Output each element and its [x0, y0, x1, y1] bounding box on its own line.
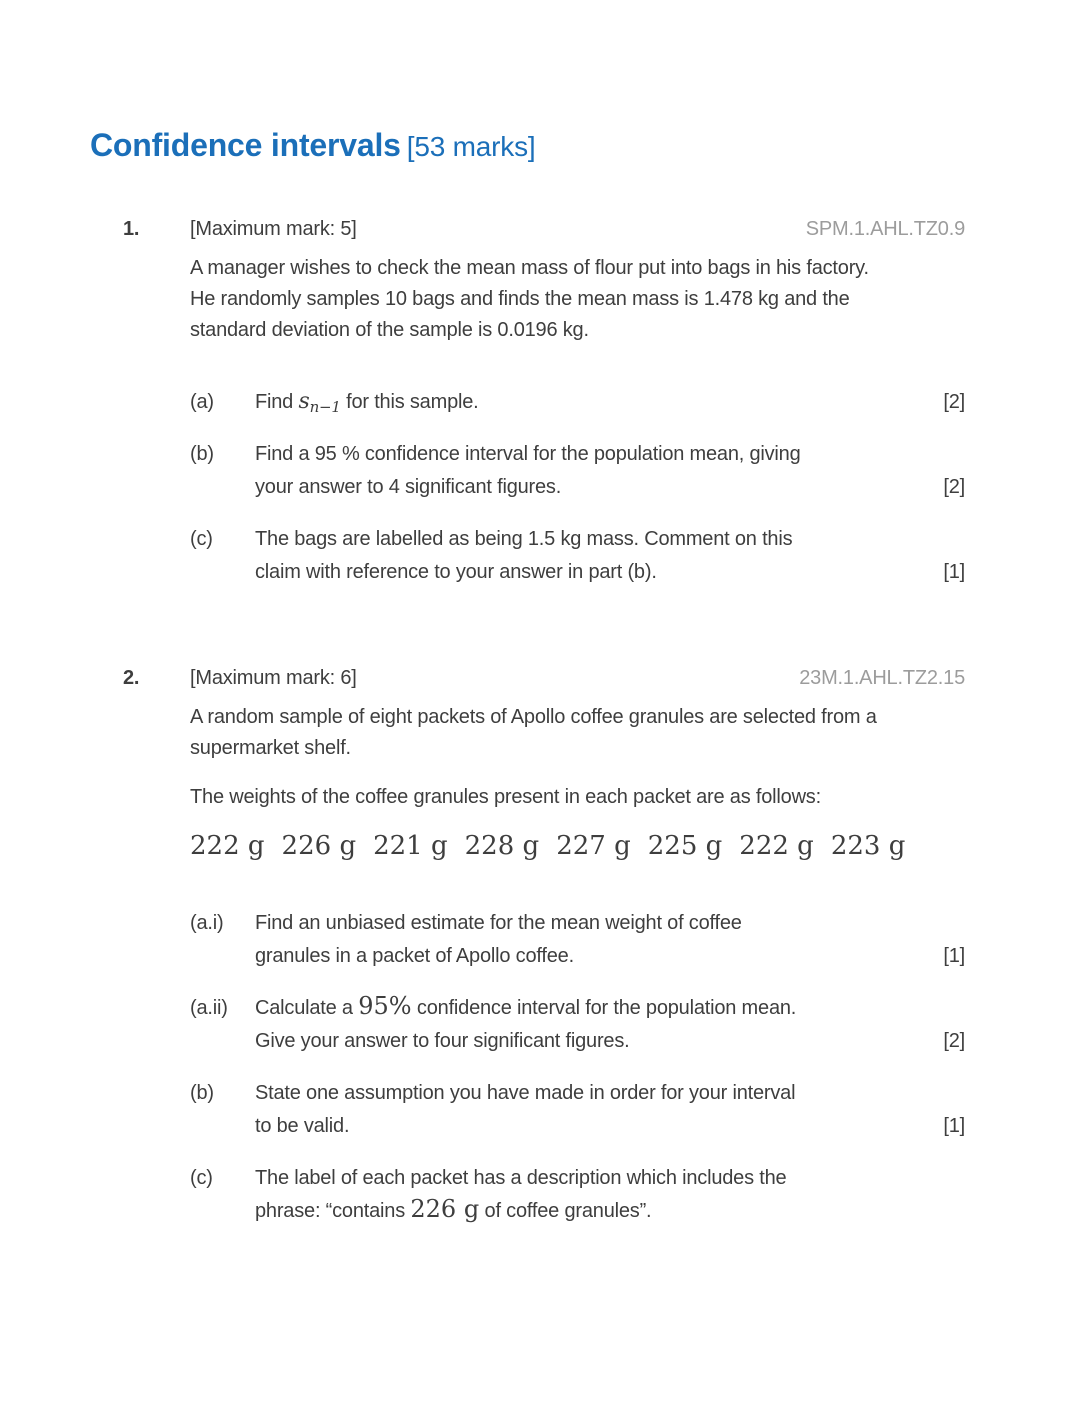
question-2-header [123, 663, 965, 694]
question-1 [123, 214, 965, 589]
part-label: (a) [190, 391, 214, 414]
part-line: Give your answer to four significant figures. [255, 1030, 630, 1053]
part-label: (c) [190, 1167, 213, 1190]
part-c [190, 523, 965, 589]
weight-value: 223 g [830, 831, 906, 862]
math-variable: s [298, 389, 310, 415]
stem-line: A manager wishes to check the mean mass of flour put into bags in his factory. [190, 257, 869, 280]
part-text-segment: Find [255, 391, 299, 414]
weights-intro: The weights of the coffee granules present in each packet are as follows: [190, 786, 821, 809]
weight-value: 228 g [464, 831, 540, 862]
part-text [255, 907, 931, 973]
maximum-mark-label: [Maximum mark: 6] [190, 667, 357, 690]
part-marks: [1] [943, 561, 965, 584]
math-number: 95% [358, 992, 412, 1021]
question-number: 1. [123, 218, 140, 241]
part-line: claim with reference to your answer in part (b). [255, 561, 657, 584]
page-title [90, 126, 1088, 164]
part-b [190, 1077, 965, 1143]
question-reference: 23M.1.AHL.TZ2.15 [799, 667, 965, 690]
part-marks: [2] [943, 391, 965, 414]
part-text [255, 1162, 931, 1228]
part-a-i [190, 907, 965, 973]
stem-line: He randomly samples 10 bags and finds the mean mass is 1.478 kg and the [190, 288, 850, 311]
question-reference: SPM.1.AHL.TZ0.9 [805, 218, 965, 241]
question-1-header [123, 214, 965, 245]
stem-line: supermarket shelf. [190, 737, 351, 760]
part-text [255, 523, 931, 589]
part-line: The label of each packet has a description which includes the [255, 1167, 787, 1190]
weight-value: 227 g [556, 831, 631, 862]
stem-line: A random sample of eight packets of Apollo coffee granules are selected from a [190, 706, 877, 729]
part-label: (c) [190, 528, 213, 551]
question-1-parts [190, 386, 965, 589]
part-label: (b) [190, 1082, 214, 1105]
part-label: (a.ii) [190, 997, 228, 1020]
part-line [255, 386, 931, 419]
part-line [255, 1195, 931, 1228]
part-text-segment: for this sample. [340, 391, 479, 414]
question-stem [190, 253, 965, 346]
part-a-ii [190, 992, 965, 1058]
part-label: (b) [190, 443, 214, 466]
part-marks: [2] [943, 476, 965, 499]
part-line: granules in a packet of Apollo coffee. [255, 945, 574, 968]
question-2-parts [190, 907, 965, 1228]
page-title-text: Confidence intervals [90, 127, 401, 163]
part-line: to be valid. [255, 1115, 350, 1138]
question-2 [123, 663, 965, 1228]
part-a [190, 386, 965, 419]
part-label: (a.i) [190, 912, 224, 935]
part-text-segment: Calculate a [255, 997, 359, 1020]
part-marks: [1] [943, 945, 965, 968]
weight-value: 222 g [190, 831, 265, 862]
part-text-segment: phrase: “contains [255, 1200, 411, 1223]
stem-line: standard deviation of the sample is 0.0196 kg. [190, 319, 589, 342]
part-text-segment: of coffee granules”. [479, 1200, 652, 1223]
part-line: Find an unbiased estimate for the mean weight of coffee [255, 912, 742, 935]
part-line: The bags are labelled as being 1.5 kg mass. Comment on this [255, 528, 793, 551]
part-marks: [1] [943, 1115, 965, 1138]
page-title-marks: [53 marks] [406, 131, 536, 162]
math-number: 226 g [410, 1195, 480, 1224]
math-subscript: n−1 [309, 398, 341, 417]
part-text-segment: confidence interval for the population mean. [411, 997, 797, 1020]
weight-value: 222 g [739, 831, 814, 862]
part-line [255, 992, 931, 1025]
weight-value: 226 g [281, 831, 357, 862]
question-1-body [190, 253, 965, 589]
maximum-mark-label: [Maximum mark: 5] [190, 218, 357, 241]
part-line: Find a 95 % confidence interval for the population mean, giving [255, 443, 801, 466]
part-line: State one assumption you have made in order for your interval [255, 1082, 796, 1105]
part-marks: [2] [943, 1030, 965, 1053]
part-line: your answer to 4 significant figures. [255, 476, 562, 499]
weights-line [190, 827, 965, 865]
question-2-body [190, 702, 965, 1228]
part-text [255, 1077, 931, 1143]
part-text [255, 438, 931, 504]
weight-value: 225 g [647, 831, 723, 862]
question-number: 2. [123, 667, 140, 690]
part-text [255, 386, 931, 419]
part-c [190, 1162, 965, 1228]
part-text [255, 992, 931, 1058]
question-stem [190, 702, 965, 764]
weight-value: 221 g [373, 831, 448, 862]
part-b [190, 438, 965, 504]
